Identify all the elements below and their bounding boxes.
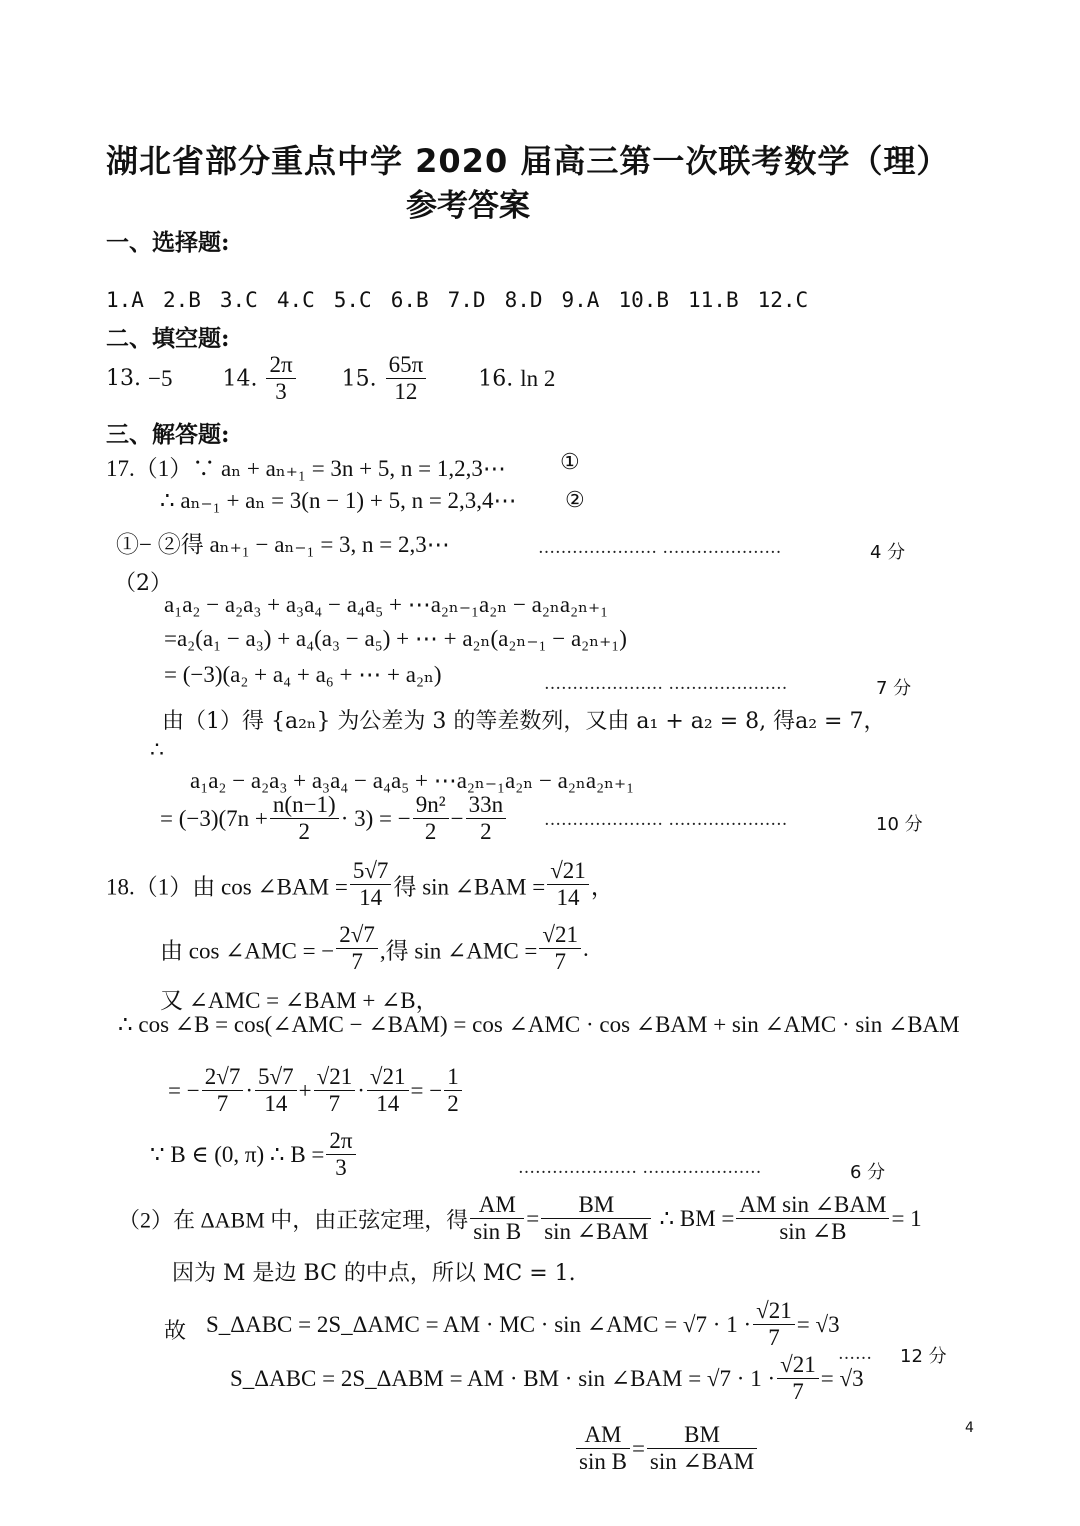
q18-l7-part-b: = xyxy=(526,1205,540,1231)
dot-leader: ………………… ………………… xyxy=(544,810,788,830)
q18-l6-part-a: ∵ B ∈ (0, π) ∴ B = xyxy=(150,1141,325,1167)
numerator: √21 xyxy=(753,1298,795,1325)
q17-line-6: = (−3)(a₂ + a₄ + a₆ + ⋯ + a₂ₙ) xyxy=(164,662,442,687)
q18-line-5 xyxy=(168,1064,464,1118)
q18-l5-part-d: · xyxy=(357,1077,365,1103)
choice-answer: 10.B xyxy=(618,288,670,312)
q16-value: ln 2 xyxy=(520,365,556,391)
q17-part-2-label: （2） xyxy=(114,571,172,596)
choice-answer: 4.C xyxy=(276,288,315,312)
q17-l10-part-c: − xyxy=(450,805,464,831)
q18-l7-part-a: （2）在 ΔABM 中，由正弦定理，得 xyxy=(118,1207,469,1233)
q15-fraction xyxy=(386,352,427,406)
q18-l5-part-b: · xyxy=(245,1077,253,1103)
q18-l10-part-a: S_ΔABC = 2S_ΔABM = AM · BM · sin ∠BAM = √7 · 1 · xyxy=(230,1365,776,1391)
denominator: sin ∠BAM xyxy=(544,1219,649,1245)
q18-l9-part-a: S_ΔABC = 2S_ΔAMC = AM · MC · sin ∠AMC = √7 · 1 · xyxy=(206,1311,752,1337)
q18-l7-fraction-2 xyxy=(541,1192,651,1246)
numerator: 1 xyxy=(444,1064,462,1091)
q17-line-8: ∴ xyxy=(150,738,164,763)
denominator: 14 xyxy=(359,885,383,911)
denominator: 7 xyxy=(768,1325,780,1351)
q18-l2-fraction-2 xyxy=(539,922,581,976)
q18-l5-fraction-1 xyxy=(202,1064,244,1118)
q18-l5-fraction-5 xyxy=(444,1064,462,1118)
dot-leader: ………………… ………………… xyxy=(518,1158,762,1178)
denominator: 14 xyxy=(556,885,580,911)
q18-l1-fraction-1 xyxy=(350,858,392,912)
q16-label: 16. xyxy=(478,366,514,392)
q18-line-2 xyxy=(160,922,589,976)
q17-l10-fraction-3 xyxy=(466,792,507,846)
numerator: √21 xyxy=(314,1064,356,1091)
denominator: 2 xyxy=(480,819,492,845)
q17-l10-part-b: · 3) = − xyxy=(340,805,411,831)
page-number: 4 xyxy=(965,1420,974,1436)
denominator: sin ∠B xyxy=(779,1219,847,1245)
q18-line-7 xyxy=(118,1192,922,1246)
numerator: 2π xyxy=(326,1128,355,1155)
score-4: 4 分 xyxy=(870,542,906,563)
q18-l6-fraction xyxy=(326,1128,355,1182)
q18-line-10 xyxy=(230,1352,864,1406)
denominator: 7 xyxy=(216,1091,229,1117)
q18-l9-part-b: = √3 xyxy=(796,1311,840,1337)
denominator: sin B xyxy=(473,1219,522,1245)
q17-line-10 xyxy=(160,792,508,846)
q18-l9-gu: 故 xyxy=(164,1319,187,1344)
q17-mark-2: ② xyxy=(565,488,585,513)
q18-l2-fraction-1 xyxy=(336,922,378,976)
choice-answer: 12.C xyxy=(757,288,809,312)
q18-l1-part-a: 18.（1）由 cos ∠BAM = xyxy=(106,874,348,900)
q17-line-4: a₁a₂ − a₂a₃ + a₃a₄ − a₄a₅ + ⋯a₂ₙ₋₁a₂ₙ − a₂ₙa₂ₙ₊₁ xyxy=(164,592,609,617)
q17-line-7: 由（1）得 {a₂ₙ} 为公差为 3 的等差数列，又由 a₁ + a₂ = 8, 得a₂ = 7， xyxy=(162,709,886,734)
section-heading-solve: 三、解答题: xyxy=(106,421,230,448)
score-10: 10 分 xyxy=(876,814,923,835)
section-heading-choice: 一、选择题: xyxy=(106,229,230,256)
q17-line-2: ∴ aₙ₋₁ + aₙ = 3(n − 1) + 5, n = 2,3,4⋯ xyxy=(160,488,517,513)
denominator: 7 xyxy=(328,1091,341,1117)
denominator: 2 xyxy=(298,819,311,845)
dot-leader: ………………… ………………… xyxy=(538,538,782,558)
numerator: n(n−1) xyxy=(270,792,339,819)
choice-answer: 11.B xyxy=(688,288,739,312)
q17-line-5: =a₂(a₁ − a₃) + a₄(a₃ − a₅) + ⋯ + a₂ₙ(a₂ₙ₋₁ − a₂ₙ₊₁) xyxy=(164,626,627,651)
q17-line-3: ①− ②得 aₙ₊₁ − aₙ₋₁ = 3, n = 2,3⋯ xyxy=(116,532,450,557)
q18-l11-fraction-1 xyxy=(576,1422,630,1476)
choice-answer: 6.B xyxy=(390,288,429,312)
score-6: 6 分 xyxy=(850,1162,886,1183)
denominator: 2 xyxy=(424,819,437,845)
q18-l1-part-b: 得 sin ∠BAM = xyxy=(393,874,546,900)
q18-line-8: 因为 M 是边 BC 的中点，所以 MC = 1. xyxy=(172,1261,576,1286)
numerator: BM xyxy=(541,1192,651,1219)
denominator: sin B xyxy=(579,1449,627,1475)
numerator: BM xyxy=(647,1422,757,1449)
q17-l10-part-a: = (−3)(7n + xyxy=(160,805,268,831)
q18-l5-fraction-4 xyxy=(367,1064,409,1118)
q18-l7-part-d: = 1 xyxy=(891,1205,922,1231)
choice-answer: 7.D xyxy=(447,288,486,312)
q18-l5-part-c: + xyxy=(298,1077,312,1103)
section-heading-fill: 二、填空题: xyxy=(106,325,230,352)
q18-l7-fraction-1 xyxy=(470,1192,524,1246)
q18-line-9 xyxy=(206,1298,840,1352)
denominator: 3 xyxy=(335,1155,347,1181)
q13-value: −5 xyxy=(148,365,173,391)
numerator: √21 xyxy=(539,922,581,949)
q18-l9-fraction xyxy=(753,1298,795,1352)
q18-line-1 xyxy=(106,858,614,912)
q17-l10-fraction-1 xyxy=(270,792,339,846)
choice-answer: 8.D xyxy=(504,288,543,312)
q18-line-11 xyxy=(574,1422,759,1476)
fill-answers xyxy=(106,352,555,406)
denominator: sin ∠BAM xyxy=(649,1449,755,1475)
choice-answer: 3.C xyxy=(219,288,258,312)
q18-l5-fraction-3 xyxy=(314,1064,356,1118)
page-title: 湖北省部分重点中学 2020 届高三第一次联考数学（理） xyxy=(106,142,950,180)
q18-l1-fraction-2 xyxy=(547,858,589,912)
choice-answer: 9.A xyxy=(561,288,600,312)
q17-mark-1: ① xyxy=(560,450,580,475)
q18-l5-fraction-2 xyxy=(255,1064,297,1118)
q17-l10-fraction-2 xyxy=(413,792,449,846)
q18-l2-part-b: ,得 sin ∠AMC = xyxy=(379,938,538,964)
numerator: AM xyxy=(576,1422,630,1449)
score-12: 12 分 xyxy=(900,1346,947,1367)
denominator: 14 xyxy=(264,1091,288,1117)
choice-answers xyxy=(106,288,827,312)
numerator: 33n xyxy=(466,792,507,819)
q14-numerator: 2π xyxy=(266,352,295,379)
q18-l7-fraction-3 xyxy=(736,1192,889,1246)
q18-l1-part-c: ， xyxy=(590,874,614,900)
q14-denominator: 3 xyxy=(275,379,287,405)
denominator: 7 xyxy=(351,949,363,975)
q18-line-3: 又 ∠AMC = ∠BAM + ∠B， xyxy=(160,988,439,1013)
q18-l10-fraction xyxy=(777,1352,819,1406)
denominator: 14 xyxy=(376,1091,400,1117)
numerator: √21 xyxy=(367,1064,409,1091)
q14-label: 14. xyxy=(222,366,258,392)
q18-l2-part-c: . xyxy=(583,935,589,961)
q15-label: 15. xyxy=(341,366,377,392)
denominator: 7 xyxy=(792,1379,804,1405)
choice-answer: 1.A xyxy=(106,288,144,312)
q17-line-9: a₁a₂ − a₂a₃ + a₃a₄ − a₄a₅ + ⋯a₂ₙ₋₁a₂ₙ − a₂ₙa₂ₙ₊₁ xyxy=(190,768,635,793)
numerator: AM xyxy=(470,1192,524,1219)
numerator: √21 xyxy=(547,858,589,885)
dot-leader: ………………… ………………… xyxy=(544,674,788,694)
q18-l5-part-e: = − xyxy=(410,1077,443,1103)
q17-line-1: 17.（1）∵ aₙ + aₙ₊₁ = 3n + 5, n = 1,2,3⋯ xyxy=(106,456,506,481)
q18-l10-part-b: = √3 xyxy=(820,1365,864,1391)
score-7: 7 分 xyxy=(876,678,912,699)
denominator: 2 xyxy=(447,1091,459,1117)
numerator: AM sin ∠BAM xyxy=(736,1192,889,1219)
numerator: 2√7 xyxy=(202,1064,244,1091)
q18-l11-eq: = xyxy=(631,1435,645,1461)
q18-line-6 xyxy=(150,1128,358,1182)
choice-answer: 5.C xyxy=(333,288,372,312)
q13-label: 13. xyxy=(106,366,141,392)
numerator: 5√7 xyxy=(255,1064,297,1091)
q15-denominator: 12 xyxy=(394,379,418,405)
q18-l2-part-a: 由 cos ∠AMC = − xyxy=(160,938,335,964)
numerator: 5√7 xyxy=(350,858,392,885)
q18-line-4: ∴ cos ∠B = cos(∠AMC − ∠BAM) = cos ∠AMC · cos ∠BAM + sin ∠AMC · sin ∠BAM xyxy=(118,1012,960,1037)
q14-fraction xyxy=(266,352,295,406)
q18-l11-fraction-2 xyxy=(647,1422,757,1476)
denominator: 7 xyxy=(554,949,566,975)
page-subtitle: 参考答案 xyxy=(406,188,530,224)
q18-l7-part-c: ∴ BM = xyxy=(659,1205,735,1231)
numerator: 2√7 xyxy=(336,922,378,949)
dot-leader: …… xyxy=(838,1344,872,1364)
q18-l5-part-a: = − xyxy=(168,1077,200,1103)
numerator: 9n² xyxy=(413,792,449,819)
q15-numerator: 65π xyxy=(386,352,427,379)
numerator: √21 xyxy=(777,1352,819,1379)
choice-answer: 2.B xyxy=(162,288,201,312)
